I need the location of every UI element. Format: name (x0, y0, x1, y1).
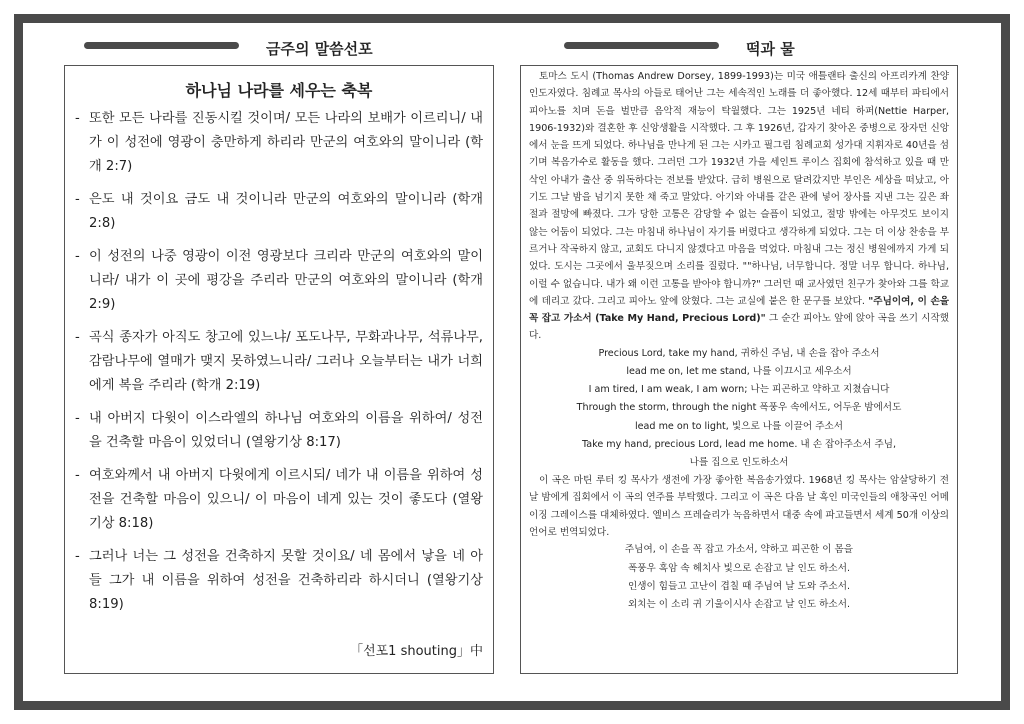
lyric-line: 인생이 힘들고 고난이 겹칠 때 주님여 날 도와 주소서. (627, 580, 851, 592)
sermon-title: 하나님 나라를 세우는 축복 (185, 81, 373, 100)
verse-item: - 은도 내 것이요 금도 내 것이니라 만군의 여호와의 말이니라 (학개 2:8) (75, 192, 483, 231)
lyric-line: Through the storm, through the night 폭풍우 속에서도, 어두운 밤에서도 (576, 402, 902, 414)
sermon-box (64, 65, 494, 674)
lyric-line: 폭풍우 흑암 속 헤치사 빛으로 손잡고 날 인도 하소서. (627, 562, 851, 574)
verse-text: 또한 모든 나라를 진동시킬 것이며/ 모든 나라의 보배가 이르리니/ 내가 이 성전에 영광이 충만하게 하리라 만군의 여호와의 말이니라 (학개 2:7) (89, 111, 483, 174)
verse-text: 여호와께서 내 아버지 다윗에게 이르시되/ 네가 내 이름을 위하여 성전을 건축할 마음이 있으니/ 이 마음이 네게 있는 것이 좋도다 (열왕기상 8:18) (89, 468, 483, 531)
right-heading: 떡과 물 (746, 40, 795, 58)
quote-text: "주님이여, 이 손을 꼭 잡고 가소서 (Take My Hand, Precious Lord)" (529, 295, 949, 325)
lyrics-korean (529, 541, 949, 614)
verse-text: 이 성전의 나중 영광이 이전 영광보다 크리라 만군의 여호와의 말이니라/ 내가 이 곳에 평강을 주리라 만군의 여호와의 말이니라 (학개 2:9) (89, 249, 483, 312)
right-heading-bar (564, 42, 719, 49)
lyric-line: lead me on to light, 빛으로 나를 이끌어 주소서 (634, 420, 844, 432)
lyric-line: 외치는 이 소리 귀 기울이시사 손잡고 날 인도 하소서. (627, 598, 851, 610)
verse-item: - 곡식 종자가 아직도 창고에 있느냐/ 포도나무, 무화과나무, 석류나무, 감람나무에 열매가 맺지 못하였느니라/ 그러나 오늘부터는 내가 너희에게 복을 주리라 (학개 2:19) (75, 330, 483, 393)
story-box (520, 65, 958, 674)
story-text: 토마스 도시 (Thomas Andrew Dorsey, 1899-1993)는 미국 애틀랜타 출신의 아프리카계 찬양인도자였다. 침례교 목사의 아들로 태어난 그는 세속적인 노래를 더 좋아했다. 12세 때부터 파티에서 피아노를 치며 돈을 벌만큼 음악적 재능이 탁월했다. 그는 1925년 네티 하퍼(Nettie Harper, 1906-1932)와 결혼한 후 신앙생활을 시작했다. 그 후 1926년, 갑자기 찾아온 중병으로 장자던 신앙에서 눈을 뜨게 되었다. 하나님을 만나게 된 그는 시카고 필그림 침례교회 성가대 지휘자로 40년을 섬기며 복음가수로 활동을 했다. 그러던 그가 1932년 가을 세인트 루이스 집회에 참석하고 있을 때 만삭인 아내가 출산 중 위독하다는 전보를 받았다. 급히 병원으로 달려갔지만 부인은 세상을 떠났고, 아기도 그날 밤을 넘기지 못한 채 죽고 말았다. 아기와 아내를 같은 관에 넣어 장사를 지낸 그는 깊은 좌절과 절망에 빠졌다. 그가 당한 고통은 감당할 수 없는 슬픔이 되었고, 절망 밖에는 아무것도 보이지 않는 어둠이 되었다. 그는 마침내 하나님이 자기를 버렸다고 생각하게 되었다. 그는 더 이상 찬송을 부르거나 작곡하지 않고, 교회도 다니지 않겠다고 마음을 먹었다. 마침내 그는 정신 병원에까지 가게 되었다. 도시는 그곳에서 울부짖으며 소리를 질렀다. ""하나님, 너무합니다. 정말 너무 합니다. 하나님, 이럴 수 없습니다. 내가 왜 이런 고통을 받아야 합니까?" 그러던 때 교사였던 친구가 찾아와 그를 학교에 데리고 갔다. 그리고 피아노 앞에 앉혔다. 그는 교실에 붙은 한 문구를 보았다. (529, 71, 949, 307)
verse-text: 내 아버지 다윗이 이스라엘의 하나님 여호와의 이름을 위하여/ 성전을 건축할 마음이 있었더니 (열왕기상 8:17) (89, 411, 483, 450)
story-paragraph-2: 이 곡은 마틴 루터 킹 목사가 생전에 가장 좋아한 복음송가였다. 1968년 킹 목사는 암살당하기 전 날 밤에게 집회에서 이 곡의 연주를 부탁했다. 그리고 이 곡은 다음 날 흑인 미국인들의 애창곡인 어메이징 그레이스를 대체하였다. 엘비스 프레슬리가 녹음하면서 대중 속에 파고들면서 세계 50개 이상의 언어로 번역되었다. (529, 475, 949, 539)
story-paragraph-1 (529, 68, 949, 345)
lyrics-english (529, 345, 949, 472)
lyric-line: lead me on, let me stand, 나를 이끄시고 세우소서 (626, 365, 852, 377)
verse-item: - 이 성전의 나중 영광이 이전 영광보다 크리라 만군의 여호와의 말이니라/ 내가 이 곳에 평강을 주리라 만군의 여호와의 말이니라 (학개 2:9) (75, 249, 483, 312)
verse-list (75, 107, 483, 617)
verse-item: - 내 아버지 다윗이 이스라엘의 하나님 여호와의 이름을 위하여/ 성전을 건축할 마음이 있었더니 (열왕기상 8:17) (75, 411, 483, 450)
verse-item: - 또한 모든 나라를 진동시킬 것이며/ 모든 나라의 보배가 이르리니/ 내가 이 성전에 영광이 충만하게 하리라 만군의 여호와의 말이니라 (학개 2:7) (75, 111, 483, 174)
lyric-line: I am tired, I am weak, I am worn; 나는 피곤하고 약하고 지쳤습니다 (588, 384, 890, 396)
story-text-end: 그 순간 피아노 앞에 앉아 곡을 쓰기 시작했다. (529, 313, 949, 342)
lyric-line: Take my hand, precious Lord, lead me home. 내 손 잡아주소서 주님, (581, 438, 897, 450)
verse-item: - 여호와께서 내 아버지 다윗에게 이르시되/ 네가 내 이름을 위하여 성전을 건축할 마음이 있으니/ 이 마음이 네게 있는 것이 좋도다 (열왕기상 8:18) (75, 468, 483, 531)
source-citation: 「선포1 shouting」中 (350, 644, 483, 659)
lyric-line: 나를 집으로 인도하소서 (689, 456, 789, 468)
left-heading: 금주의 말씀선포 (266, 40, 373, 58)
verse-text: 은도 내 것이요 금도 내 것이니라 만군의 여호와의 말이니라 (학개 2:8) (89, 192, 483, 231)
verse-item: - 그러나 너는 그 성전을 건축하지 못할 것이요/ 네 몸에서 낳을 네 아들 그가 내 이름을 위하여 성전을 건축하리라 하시더니 (열왕기상 8:19) (75, 549, 483, 612)
lyric-line: Precious Lord, take my hand, 귀하신 주님, 내 손을 잡아 주소서 (598, 347, 880, 359)
left-heading-bar (84, 42, 239, 49)
verse-text: 그러나 너는 그 성전을 건축하지 못할 것이요/ 네 몸에서 낳을 네 아들 그가 내 이름을 위하여 성전을 건축하리라 하시더니 (열왕기상 8:19) (89, 549, 483, 612)
verse-text: 곡식 종자가 아직도 창고에 있느냐/ 포도나무, 무화과나무, 석류나무, 감람나무에 열매가 맺지 못하였느니라/ 그러나 오늘부터는 내가 너희에게 복을 주리라 (학개 2:19) (89, 330, 483, 393)
lyric-line: 주님여, 이 손을 꼭 잡고 가소서, 약하고 피곤한 이 몸을 (624, 544, 854, 556)
